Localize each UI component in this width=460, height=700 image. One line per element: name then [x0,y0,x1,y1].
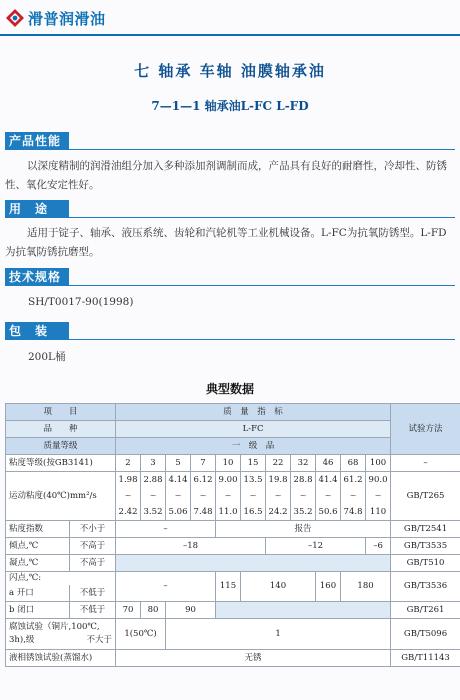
section-divider [69,149,455,150]
cell: 19.8 [266,472,291,489]
row-limit: 不大于 [86,635,113,645]
row-label: 液相锈蚀试验(蒸馏水) [6,650,116,667]
row-label: 运动粘度(40℃)mm²/s [6,472,116,521]
row-limit: 不低于 [70,602,116,619]
cell: –18 [116,538,266,555]
row-label: 闪点,℃: [6,572,116,586]
cell: 90.0 [366,472,391,489]
cell: 报告 [216,521,391,538]
header-divider [0,34,460,36]
cell: 70 [116,602,141,619]
cell: – [116,572,216,602]
section-divider [69,285,455,286]
cell: ~ [166,488,191,504]
row-label: 粘度指数 [6,521,70,538]
spec-text: SH/T0017-90(1998) [28,296,134,308]
row-label: 粘度等级(按GB3141) [6,455,116,472]
cell: ~ [191,488,216,504]
cell: ~ [141,488,166,504]
cell-empty [116,555,391,572]
table-heading: 典型数据 [205,382,254,396]
cell: ~ [116,488,141,504]
section-label-performance: 产品性能 [5,132,69,150]
cell: 140 [241,572,316,602]
cell: –6 [366,538,391,555]
cell: 80 [141,602,166,619]
cell: 7 [191,455,216,472]
cell: 16.5 [241,504,266,521]
table-row [6,538,460,555]
cell: –12 [266,538,366,555]
table-row [6,472,460,489]
cell: 115 [216,572,241,602]
cell: 5 [166,455,191,472]
cell: 35.2 [291,504,316,521]
cell: 68 [341,455,366,472]
cell: GB/T265 [391,472,460,521]
cell: GB/T261 [391,602,460,619]
cell: – [116,521,216,538]
chapter-title: 七 轴承 车轴 油膜轴承油 [134,62,326,80]
cell: 28.8 [291,472,316,489]
table-row [6,572,460,586]
row-label: 质量等级 [6,438,116,455]
cell: 15 [241,455,266,472]
cell: 41.4 [316,472,341,489]
cell: 13.5 [241,472,266,489]
cell: 74.8 [341,504,366,521]
row-label: 凝点,℃ [6,555,70,572]
table-row [6,619,460,650]
product-title: 7—1—1 轴承油L-FC L-FD [151,99,309,113]
cell: 5.06 [166,504,191,521]
cell: 61.2 [341,472,366,489]
cell: 6.12 [191,472,216,489]
cell: ~ [216,488,241,504]
header-quality: 质 量 指 标 [116,404,391,421]
table-row [6,650,460,667]
row-limit: 不小于 [70,521,116,538]
cell: GB/T510 [391,555,460,572]
table-row [6,555,460,572]
cell: 50.6 [316,504,341,521]
corrosion-label-line1: 腐蚀试验（铜片,100℃, [9,622,100,632]
header-item: 项 目 [6,404,116,421]
cell: 10 [216,455,241,472]
row-label: b 闭口 [6,602,70,619]
usage-text: 适用于锭子、轴承、液压系统、齿轮和汽轮机等工业机械设备。L-FC为抗氧防锈型。L-FD为抗氧防锈抗磨型。 [5,227,447,258]
cell: 1(50℃) [116,619,166,650]
row-limit: 不高于 [70,538,116,555]
cell-empty [216,602,391,619]
cell: ~ [241,488,266,504]
cell: ~ [316,488,341,504]
table-row [6,521,460,538]
cell: 1.98 [116,472,141,489]
brand-name: 滑普润滑油 [28,10,106,28]
table-row [6,455,460,472]
cell: 90 [166,602,216,619]
section-divider [69,339,455,340]
cell: GB/T2541 [391,521,460,538]
section-label-spec: 技术规格 [5,268,69,286]
section-label-package: 包 装 [5,322,69,340]
corrosion-label-line2-text: 3h),级 [9,635,35,645]
cell: L-FC [116,421,391,438]
cell: 46 [316,455,341,472]
table-row [6,404,460,421]
row-label: 倾点,℃ [6,538,70,555]
corrosion-label-line2 [9,634,115,647]
cell: GB/T5096 [391,619,460,650]
cell: 7.48 [191,504,216,521]
row-label: 品 种 [6,421,116,438]
cell: 9.00 [216,472,241,489]
cell: 4.14 [166,472,191,489]
cell: 24.2 [266,504,291,521]
cell: 110 [366,504,391,521]
performance-text: 以深度精制的润滑油组分加入多种添加剂调制而成，产品具有良好的耐磨性，冷却性、防锈性、氧化安定性好。 [5,160,447,191]
brand-logo-icon [5,8,25,28]
cell: 1 [166,619,391,650]
cell: ~ [291,488,316,504]
cell: 3 [141,455,166,472]
cell: GB/T3535 [391,538,460,555]
row-limit: 不低于 [70,585,116,602]
cell: – [391,455,460,472]
row-label [6,619,116,650]
page-header [0,0,460,36]
cell: 一 级 品 [116,438,391,455]
cell: ~ [341,488,366,504]
cell: 11.0 [216,504,241,521]
typical-data-table [5,403,460,667]
cell: 2.42 [116,504,141,521]
package-text: 200L桶 [28,351,66,363]
row-limit: 不高于 [70,555,116,572]
cell: 160 [316,572,341,602]
cell: 22 [266,455,291,472]
section-label-usage: 用 途 [5,200,69,218]
cell: 32 [291,455,316,472]
cell: ~ [366,488,391,504]
cell: GB/T11143 [391,650,460,667]
cell: ~ [266,488,291,504]
section-divider [69,217,455,218]
table-row [6,602,460,619]
cell: 3.52 [141,504,166,521]
cell: 2 [116,455,141,472]
cell: 无锈 [116,650,391,667]
row-label: a 开口 [6,585,70,602]
header-method: 试验方法 [391,404,460,455]
cell: 100 [366,455,391,472]
cell: GB/T3536 [391,572,460,602]
cell: 180 [341,572,391,602]
cell: 2.88 [141,472,166,489]
